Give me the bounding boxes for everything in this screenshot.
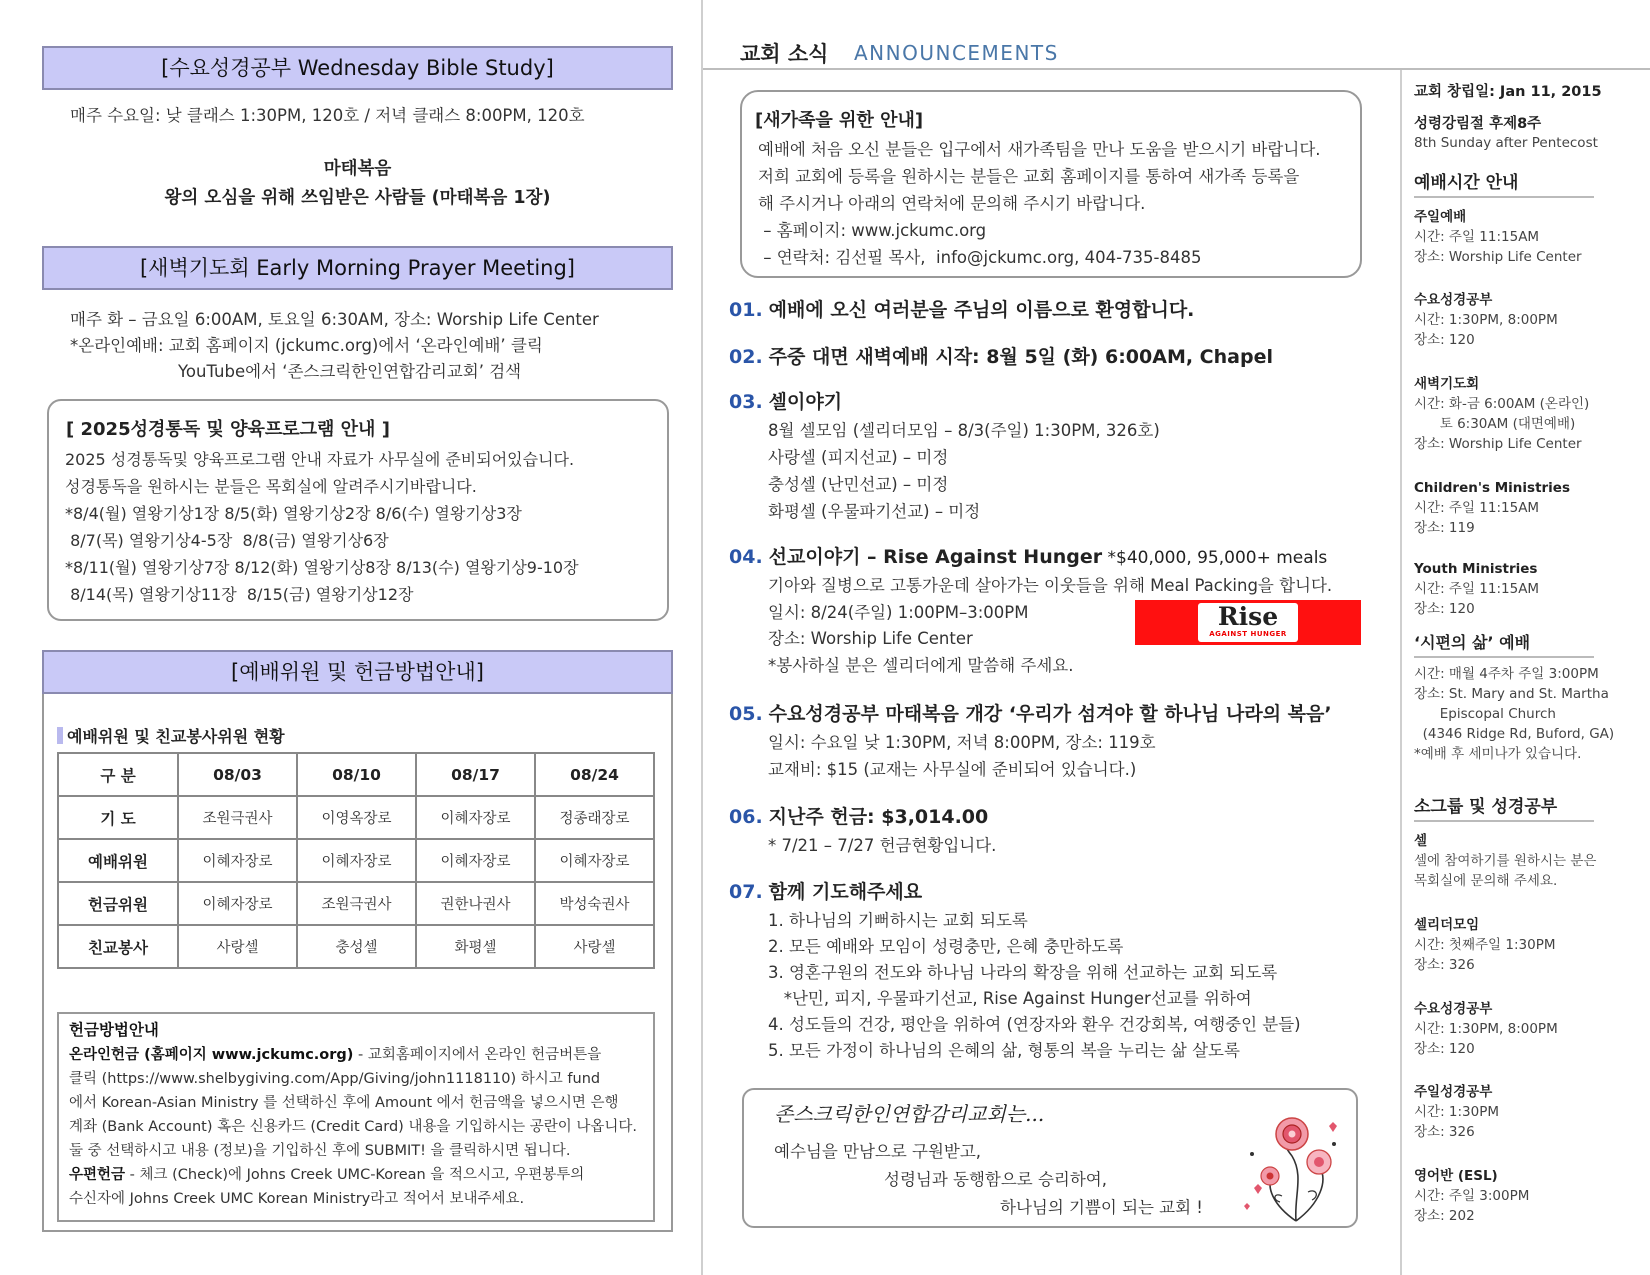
table-row-label: 기 도	[58, 796, 178, 839]
item-title: 셀이야기	[768, 391, 843, 413]
rise-logo-tag: AGAINST HUNGER	[1209, 630, 1287, 638]
newcomer-line: 저희 교회에 등록을 원하시는 분들은 교회 홈페이지를 통하여 새가족 등록을	[758, 167, 1300, 186]
motto-line: 성령님과 동행함으로 승리하여,	[884, 1170, 1107, 1189]
group-detail: 시간: 1:30PM, 8:00PM	[1414, 1021, 1558, 1037]
worship-detail: 시간: 주일 11:15AM	[1414, 500, 1540, 516]
bible-line: 교재비: $15 (교재는 사무실에 준비되어 있습니다.)	[768, 760, 1137, 779]
announcement-item	[729, 542, 1327, 569]
prayer-request-line: 1. 하나님의 기뻐하시는 교회 되도록	[768, 911, 1028, 930]
psalm-detail: *예배 후 세미나가 있습니다.	[1414, 746, 1582, 762]
header-rule	[703, 68, 1650, 70]
newcomer-box	[740, 90, 1362, 278]
liturgical-sunday-kr: 성령강림절 후제8주	[1414, 116, 1542, 132]
worship-time-item	[1414, 207, 1582, 267]
item-title: 수요성경공부 마태복음 개강 ‘우리가 섬겨야 할 하나님 나라의 복음’	[768, 703, 1332, 725]
group-detail: 시간: 1:30PM	[1414, 1104, 1500, 1120]
announcement-item	[729, 387, 842, 414]
worship-detail: 장소: 119	[1414, 520, 1475, 536]
program-line: 2025 성경통독및 양육프로그램 안내 자료가 사무실에 준비되어있습니다.	[65, 450, 575, 469]
wed-study-header: [수요성경공부 Wednesday Bible Study]	[42, 46, 673, 90]
table-cell: 이혜자장로	[535, 839, 654, 882]
group-name: 셀리더모임	[1414, 917, 1480, 933]
worship-name: Youth Ministries	[1414, 561, 1538, 577]
item-number: 01.	[729, 299, 763, 321]
item-number: 05.	[729, 703, 763, 725]
item-title: 함께 기도해주세요	[768, 881, 923, 903]
group-name: 셀	[1414, 833, 1428, 849]
worship-detail: 토 6:30AM (대면예배)	[1414, 416, 1576, 432]
table-cell: 이혜자장로	[178, 839, 297, 882]
worship-detail: 시간: 화-금 6:00AM (온라인)	[1414, 396, 1590, 412]
sidebar-divider	[1400, 70, 1402, 1275]
worship-detail: 시간: 주일 11:15AM	[1414, 229, 1540, 245]
small-group-item	[1414, 1082, 1499, 1142]
wed-study-subtitle: 왕의 오심을 위해 쓰임받은 사람들 (마태복음 1장)	[164, 188, 551, 208]
offering-text: 둘 중 선택하시고 내용 (정보)을 기입하신 후에 SUBMIT! 을 클릭하시면 됩니다.	[69, 1143, 571, 1159]
table-cell: 이혜자장로	[297, 839, 416, 882]
newcomer-title: [새가족을 위한 안내]	[755, 110, 924, 131]
worship-detail: 시간: 주일 11:15AM	[1414, 581, 1540, 597]
motto-line: 하나님의 기쁨이 되는 교회 !	[1000, 1198, 1203, 1217]
prayer-line2: *온라인예배: 교회 홈페이지 (jckumc.org)에서 ‘온라인예배’ 클릭	[70, 336, 543, 355]
small-group-item	[1414, 999, 1558, 1059]
group-detail: 시간: 첫째주일 1:30PM	[1414, 937, 1556, 953]
wed-study-book: 마태복음	[323, 159, 392, 179]
table-cell: 화평셀	[416, 925, 535, 968]
offering-text: 계좌 (Bank Account) 혹은 신용카드 (Credit Card) 내용을 기입하시는 공란이 나옵니다.	[69, 1119, 637, 1135]
table-cell: 정종래장로	[535, 796, 654, 839]
table-cell: 조원극권사	[178, 796, 297, 839]
group-name: 수요성경공부	[1414, 1001, 1493, 1017]
program-box	[47, 399, 669, 621]
mission-line: 일시: 8/24(주일) 1:00PM–3:00PM	[768, 603, 1029, 622]
group-detail: 장소: 326	[1414, 957, 1475, 973]
table-cell: 이혜자장로	[416, 796, 535, 839]
psalm-detail: 시간: 매월 4주차 주일 3:00PM	[1414, 666, 1599, 682]
table-header-cell: 구 분	[58, 753, 178, 796]
prayer-request-line: *난민, 피지, 우물파기선교, Rise Against Hunger선교를 위하여	[768, 989, 1252, 1008]
table-header-cell: 08/03	[178, 753, 297, 796]
prayer-header: [새벽기도회 Early Morning Prayer Meeting]	[42, 246, 673, 290]
table-cell: 권한나권사	[416, 882, 535, 925]
cell-line: 화평셀 (우물파기선교) – 미정	[768, 502, 981, 521]
cell-line: 8월 셀모임 (셀리더모임 – 8/3(주일) 1:30PM, 326호)	[768, 421, 1160, 440]
newcomer-line: 예배에 처음 오신 분들은 입구에서 새가족팀을 만나 도움을 받으시기 바랍니다.	[758, 140, 1321, 159]
motto-line: 예수님을 만남으로 구원받고,	[774, 1142, 982, 1161]
worship-detail: 장소: Worship Life Center	[1414, 249, 1582, 265]
table-cell: 사랑셀	[535, 925, 654, 968]
worship-time-item	[1414, 478, 1570, 538]
announcement-item	[729, 295, 1194, 322]
worship-header: [예배위원 및 헌금방법안내]	[42, 650, 673, 694]
psalm-detail: (4346 Ridge Rd, Buford, GA)	[1414, 726, 1615, 742]
church-motto-box	[742, 1088, 1358, 1228]
psalm-detail: Episcopal Church	[1414, 706, 1556, 722]
small-groups-rule	[1414, 820, 1594, 822]
group-detail: 장소: 120	[1414, 1041, 1475, 1057]
table-cell: 조원극권사	[297, 882, 416, 925]
bullet-mark	[57, 727, 63, 744]
table-cell: 충성셀	[297, 925, 416, 968]
offering-text: - 교회홈페이지에서 온라인 헌금버튼을	[353, 1047, 602, 1063]
offering-text: 에서 Korean-Asian Ministry 를 선택하신 후에 Amount 에서 헌금액을 넣으시면 은행	[69, 1095, 619, 1111]
rise-against-hunger-logo	[1135, 600, 1361, 645]
prayer-line1: 매주 화 – 금요일 6:00AM, 토요일 6:30AM, 장소: Worship Life Center	[70, 310, 599, 329]
program-line: *8/4(월) 열왕기상1장 8/5(화) 열왕기상2장 8/6(수) 열왕기상3장	[65, 504, 522, 523]
worship-time-item	[1414, 374, 1589, 454]
worship-times-rule	[1414, 196, 1594, 198]
table-row-label: 예배위원	[58, 839, 178, 882]
mission-line: 장소: Worship Life Center	[768, 629, 973, 648]
program-title: [ 2025성경통독 및 양육프로그램 안내 ]	[66, 419, 390, 440]
item-extra: *$40,000, 95,000+ meals	[1102, 548, 1328, 568]
worship-table	[57, 752, 655, 969]
prayer-request-line: 2. 모든 예배와 모임이 성령충만, 은혜 충만하도록	[768, 937, 1124, 956]
prayer-request-line: 4. 성도들의 건강, 평안을 위하여 (연장자와 환우 건강회복, 여행중인 분들)	[768, 1015, 1301, 1034]
table-header-cell: 08/24	[535, 753, 654, 796]
small-group-item	[1414, 831, 1596, 891]
item-title: 예배에 오신 여러분을 주님의 이름으로 환영합니다.	[768, 299, 1195, 321]
group-name: 주일성경공부	[1414, 1084, 1493, 1100]
rose-illustration-icon	[1234, 1096, 1349, 1224]
worship-times-header: 예배시간 안내	[1414, 173, 1519, 193]
prayer-line3: YouTube에서 ‘존스크릭한인연합감리교회’ 검색	[178, 362, 522, 381]
wed-study-schedule: 매주 수요일: 낮 클래스 1:30PM, 120호 / 저녁 클래스 8:00PM, 120호	[70, 106, 585, 125]
announcements-title: 교회 소식	[740, 42, 829, 66]
liturgical-sunday-en: 8th Sunday after Pentecost	[1414, 135, 1598, 151]
worship-detail: 장소: 120	[1414, 332, 1475, 348]
psalm-worship-details	[1414, 664, 1614, 764]
psalm-worship-header: ‘시편의 삶’ 예배	[1414, 633, 1531, 652]
table-cell: 사랑셀	[178, 925, 297, 968]
group-detail: 시간: 주일 3:00PM	[1414, 1188, 1530, 1204]
offering-status-line: * 7/21 – 7/27 헌금현황입니다.	[768, 836, 997, 855]
small-group-item	[1414, 1166, 1529, 1226]
worship-time-item	[1414, 290, 1558, 350]
worship-name: 새벽기도회	[1414, 376, 1480, 392]
group-detail: 장소: 202	[1414, 1208, 1475, 1224]
item-title: 주중 대면 새벽예배 시작: 8월 5일 (화) 6:00AM, Chapel	[768, 346, 1273, 368]
program-line: 성경통독을 원하시는 분들은 목회실에 알려주시기바랍니다.	[65, 477, 477, 496]
psalm-worship-rule	[1414, 656, 1594, 658]
prayer-request-line: 5. 모든 가정이 하나님의 은혜의 삶, 형통의 복을 누리는 삶 살도록	[768, 1041, 1240, 1060]
item-number: 02.	[729, 346, 763, 368]
newcomer-line: – 홈페이지: www.jckumc.org	[758, 221, 987, 240]
mail-offering-label: 우편헌금	[69, 1167, 126, 1183]
mission-line: 기아와 질병으로 고통가운데 살아가는 이웃들을 위해 Meal Packing을 합니다.	[768, 576, 1333, 595]
cell-line: 사랑셀 (피지선교) – 미정	[768, 448, 949, 467]
announcement-item	[729, 699, 1332, 726]
small-groups-header: 소그룹 및 성경공부	[1414, 797, 1558, 817]
cell-line: 충성셀 (난민선교) – 미정	[768, 475, 949, 494]
item-number: 06.	[729, 806, 763, 828]
worship-subtitle	[57, 724, 285, 747]
table-header-cell: 08/17	[416, 753, 535, 796]
item-number: 07.	[729, 881, 763, 903]
worship-name: 주일예배	[1414, 209, 1467, 225]
table-row-label: 친교봉사	[58, 925, 178, 968]
motto-title: 존스크릭한인연합감리교회는...	[774, 1102, 1045, 1126]
psalm-detail: 장소: St. Mary and St. Martha	[1414, 686, 1609, 702]
mission-line: *봉사하실 분은 셀리더에게 말씀해 주세요.	[768, 656, 1074, 675]
table-row	[58, 882, 654, 925]
group-detail: 목회실에 문의해 주세요.	[1414, 873, 1558, 889]
rise-logo-badge	[1198, 603, 1298, 642]
worship-name: Children's Ministries	[1414, 480, 1570, 496]
newcomer-line: 해 주시거나 아래의 연락처에 문의해 주시기 바랍니다.	[758, 194, 1146, 213]
table-header-cell: 08/10	[297, 753, 416, 796]
worship-subtitle-text: 예배위원 및 친교봉사위원 현황	[67, 727, 285, 746]
worship-time-item	[1414, 559, 1539, 619]
program-line: *8/11(월) 열왕기상7장 8/12(화) 열왕기상8장 8/13(수) 열왕기상9-10장	[65, 558, 579, 577]
rise-logo-word: Rise	[1217, 602, 1279, 631]
offering-text: 수신자에 Johns Creek UMC Korean Ministry라고 적어서 보내주세요.	[69, 1191, 525, 1207]
prayer-request-line: 3. 영혼구원의 전도와 하나님 나라의 확장을 위해 선교하는 교회 되도록	[768, 963, 1278, 982]
bible-line: 일시: 수요일 낮 1:30PM, 저녁 8:00PM, 장소: 119호	[768, 733, 1156, 752]
worship-name: 수요성경공부	[1414, 292, 1493, 308]
program-line: 8/14(목) 열왕기상11장 8/15(금) 열왕기상12장	[65, 585, 414, 604]
online-offering-label: 온라인헌금 (홈페이지 www.jckumc.org)	[69, 1047, 354, 1063]
worship-detail: 장소: Worship Life Center	[1414, 436, 1582, 452]
table-cell: 이혜자장로	[178, 882, 297, 925]
table-row-label: 헌금위원	[58, 882, 178, 925]
group-detail: 셀에 참여하기를 원하시는 분은	[1414, 853, 1597, 869]
worship-detail: 시간: 1:30PM, 8:00PM	[1414, 312, 1558, 328]
announcements-subtitle: ANNOUNCEMENTS	[854, 41, 1059, 65]
group-name: 영어반 (ESL)	[1414, 1168, 1498, 1184]
announcement-item	[729, 802, 988, 829]
item-title: 선교이야기 – Rise Against Hunger	[768, 546, 1103, 568]
worship-detail: 장소: 120	[1414, 601, 1475, 617]
table-cell: 이혜자장로	[416, 839, 535, 882]
announcement-item	[729, 877, 922, 904]
offering-title: 헌금방법안내	[69, 1021, 159, 1039]
table-row	[58, 925, 654, 968]
item-number: 04.	[729, 546, 763, 568]
table-header-row	[58, 753, 654, 796]
page-fold-divider	[701, 0, 703, 1275]
newcomer-line: – 연락처: 김선필 목사, info@jckumc.org, 404-735-8485	[758, 248, 1202, 267]
offering-text: - 체크 (Check)에 Johns Creek UMC-Korean 을 적으시고, 우편봉투의	[125, 1167, 585, 1183]
small-group-item	[1414, 915, 1555, 975]
item-number: 03.	[729, 391, 763, 413]
program-line: 8/7(목) 열왕기상4-5장 8/8(금) 열왕기상6장	[65, 531, 389, 550]
item-title: 지난주 헌금: $3,014.00	[768, 806, 989, 828]
offering-text: 클릭 (https://www.shelbygiving.com/App/Giving/john1118110) 하시고 fund	[69, 1071, 601, 1087]
table-row	[58, 796, 654, 839]
table-cell: 이영옥장로	[297, 796, 416, 839]
church-founded-date: 교회 창립일: Jan 11, 2015	[1414, 84, 1602, 100]
offering-box	[57, 1012, 655, 1222]
table-row	[58, 839, 654, 882]
group-detail: 장소: 326	[1414, 1124, 1475, 1140]
announcement-item	[729, 342, 1273, 369]
table-cell: 박성숙권사	[535, 882, 654, 925]
